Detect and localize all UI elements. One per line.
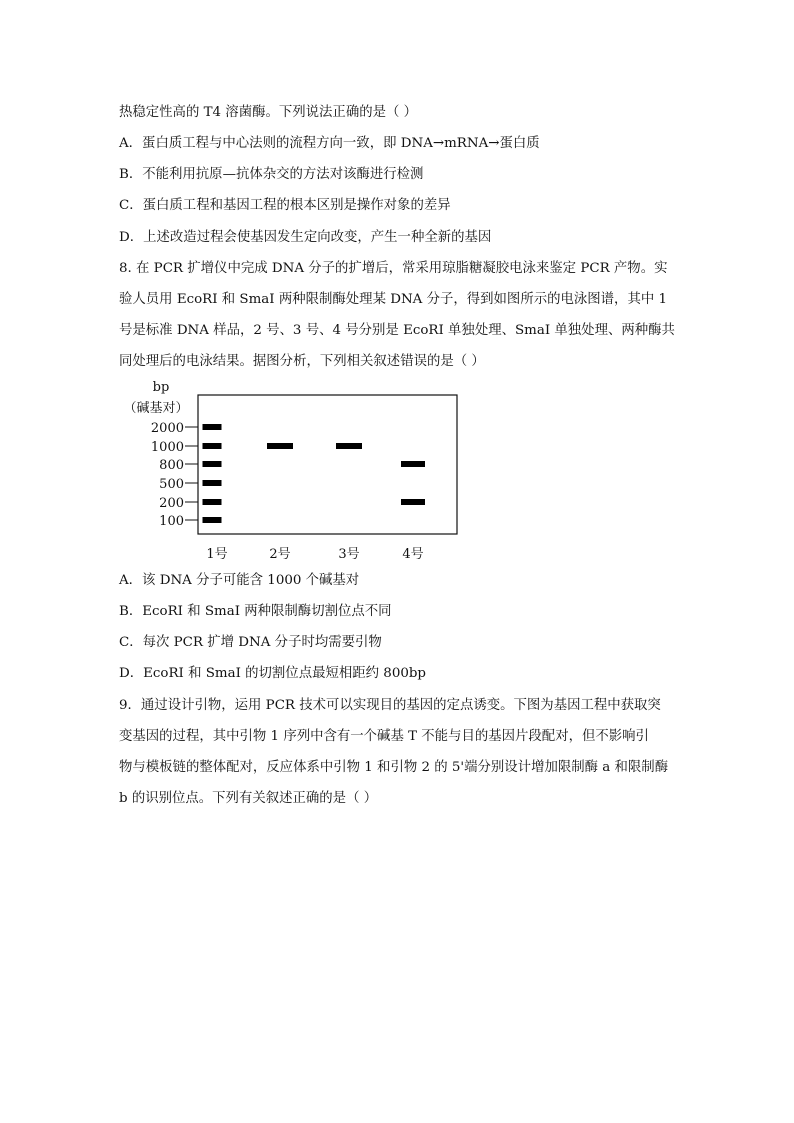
dna-band [203,461,222,467]
y-axis-label: （碱基对） [123,401,189,416]
text-line: C．每次 PCR 扩增 DNA 分子时均需要引物 [119,635,382,650]
text-line: A．该 DNA 分子可能含 1000 个碱基对 [119,573,360,588]
dna-band [203,480,222,486]
text-line: B．EcoRI 和 SmaI 两种限制酶切割位点不同 [119,604,392,619]
dna-band [336,443,362,449]
text-line: 热稳定性高的 T4 溶菌酶。下列说法正确的是（ ） [119,105,418,120]
dna-band [203,517,222,523]
ladder-size-label: 2000 [150,421,184,436]
ladder-size-label: 500 [159,477,184,492]
text-line: 9．通过设计引物，运用 PCR 技术可以实现目的基因的定点诱变。下图为基因工程中获取突 [119,698,661,713]
lane-label: 3号 [338,547,360,562]
text-line: 验人员用 EcoRI 和 SmaI 两种限制酶处理某 DNA 分子，得到如图所示的电泳图谱，其中 1 [119,292,668,307]
ladder-tick-labels [151,421,198,529]
lane-label: 4号 [402,547,424,562]
text-line: 同处理后的电泳结果。据图分析，下列相关叙述错误的是（ ） [119,354,485,369]
text-line: 号是标准 DNA 样品，2 号、3 号、4 号分别是 EcoRI 单独处理、SmaI 单独处理、两种酶共 [119,323,675,338]
y-unit-label: bp [152,380,170,395]
lane-labels [206,547,423,562]
dna-band [267,443,293,449]
lane-label: 1号 [206,547,228,562]
ladder-size-label: 200 [159,496,184,511]
text-line: 变基因的过程，其中引物 1 序列中含有一个碱基 T 不能与目的基因片段配对，但不影响引 [119,729,649,744]
ladder-size-label: 1000 [150,440,184,455]
dna-band [203,443,222,449]
text-line: 物与模板链的整体配对，反应体系中引物 1 和引物 2 的 5'端分别设计增加限制酶 a 和限制酶 [119,760,669,775]
gel-bands [203,424,426,523]
dna-band [203,499,222,505]
dna-band [401,461,425,467]
text-line: b 的识别位点。下列有关叙述正确的是（ ） [119,791,378,806]
text-line: D．EcoRI 和 SmaI 的切割位点最短相距约 800bp [119,666,427,681]
dna-band [203,424,222,430]
text-line: A．蛋白质工程与中心法则的流程方向一致，即 DNA→mRNA→蛋白质 [119,136,540,151]
text-line: B．不能利用抗原—抗体杂交的方法对该酶进行检测 [119,167,424,182]
gel-electrophoresis-figure [118,376,438,566]
text-line: C．蛋白质工程和基因工程的根本区别是操作对象的差异 [119,198,451,213]
ladder-size-label: 800 [159,458,184,473]
text-line: 8. 在 PCR 扩增仪中完成 DNA 分子的扩增后，常采用琼脂糖凝胶电泳来鉴定 PCR 产物。实 [119,261,668,276]
dna-band [401,499,425,505]
lane-label: 2号 [269,547,291,562]
ladder-size-label: 100 [159,514,184,529]
text-line: D．上述改造过程会使基因发生定向改变，产生一种全新的基因 [119,230,492,245]
